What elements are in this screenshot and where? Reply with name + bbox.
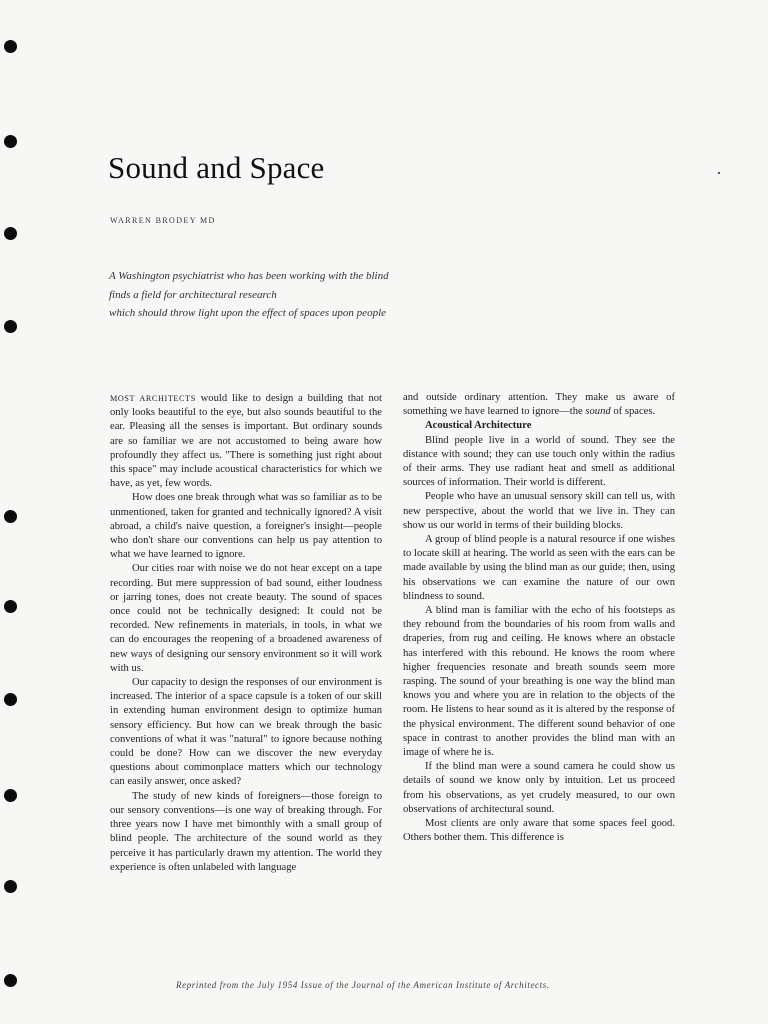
paragraph: How does one break through what was so familiar as to be unmentioned, taken for granted and technically ignored? A visit abroad, a child's naive question, a foreigner's insight—people who don't share our conventions can help us pay attention to what we have learned to ignore. bbox=[110, 492, 382, 561]
binder-hole bbox=[4, 693, 17, 706]
scan-speck bbox=[718, 172, 720, 174]
binder-hole bbox=[4, 510, 17, 523]
article-author: WARREN BRODEY MD bbox=[110, 216, 216, 225]
paragraph: A blind man is familiar with the echo of his footsteps as they rebound from the boundaries of his room from walls and draperies, from rug and ceiling. He knows where an obstacle has interfered with this rebound. He knows the room where higher frequencies resonate and breath sounds seem more rasping. The sound of your breathing is one way the blind man knows you and where you are in relation to the objects of the room. He listens to hear sound as it is altered by the response of the physical environment. The different sound behavior of one space in contrast to another provides the blind man with an image of where he is. bbox=[403, 605, 675, 759]
paragraph-text: of spaces. bbox=[610, 406, 656, 418]
binder-hole bbox=[4, 320, 17, 333]
paragraph: A group of blind people is a natural resource if one wishes to locate skill at hearing. The world as seen with the ears can be made available by using the blind man as our guide; then, using his observations we can examine the nature of our own blindness to sound. bbox=[403, 534, 675, 602]
paragraph: If the blind man were a sound camera he could show us details of sound we know only by intuition. Let us proceed from his observations, as yet crudely measured, to our own observations of architectural sound. bbox=[403, 761, 675, 815]
subtitle-line: finds a field for architectural research bbox=[109, 288, 277, 301]
paragraph bbox=[403, 391, 675, 419]
binder-hole bbox=[4, 880, 17, 893]
article-subtitle bbox=[109, 267, 489, 323]
left-column bbox=[110, 392, 382, 875]
paragraph: The study of new kinds of foreigners—those foreign to our sensory conventions—is one way of breaking through. For three years now I have met bimonthly with a small group of blind people. The architecture of the sound world as they perceive it has particularly drawn my attention. The world they experience is often unlabeled with language bbox=[110, 790, 382, 873]
paragraph: Our cities roar with noise we do not hear except on a tape recording. But mere suppression of bad sound, either loudness or jarring tones, does not create beauty. The sound of spaces once could not be technically designed: It could not be recorded. New refinements in materials, in tools, in what we can do encourages the reopening of a broadened awareness of new ways of designing our sensory environment so it will work with us. bbox=[110, 563, 382, 674]
lead-in-smallcaps: MOST ARCHITECTS bbox=[110, 394, 196, 403]
binder-hole bbox=[4, 600, 17, 613]
binder-hole bbox=[4, 789, 17, 802]
paragraph: People who have an unusual sensory skill can tell us, with new perspective, about the world that we live in. They can show us our world in terms of their building blocks. bbox=[403, 491, 675, 531]
section-heading: Acoustical Architecture bbox=[425, 420, 532, 432]
right-column bbox=[403, 391, 675, 846]
emphasis-text: sound bbox=[585, 406, 611, 418]
subtitle-line: A Washington psychiatrist who has been working with the blind bbox=[109, 270, 389, 282]
binder-hole bbox=[4, 135, 17, 148]
binder-hole bbox=[4, 40, 17, 53]
reprint-footer: Reprinted from the July 1954 Issue of the Journal of the American Institute of Architects. bbox=[176, 980, 550, 990]
binder-hole bbox=[4, 227, 17, 240]
paragraph-text: would like to design a building that not only looks beautiful to the eye, but also sounds beautiful to the ear. Pleasing all the senses is important. But ordinary sounds are so familiar we are not accustomed to being aware how profoundly they affect us. "There is something just right about this space" may include acoustical characteristics for which we have, as yet, few words. bbox=[110, 393, 382, 490]
subtitle-line: which should throw light upon the effect of spaces upon people bbox=[109, 307, 387, 319]
paragraph: Most clients are only aware that some spaces feel good. Others bother them. This difference is bbox=[403, 818, 675, 844]
binder-hole bbox=[4, 974, 17, 987]
paragraph: Our capacity to design the responses of our environment is increased. The interior of a space capsule is a token of our skill in extending human environment design to optimize human sensory efficiency. But how can we break through the basic conventions of what it was "natural" to ignore because nothing could be done? How can we discover the new everyday questions about commonplace matters which our technology can easily answer, once asked? bbox=[110, 677, 382, 788]
paragraph: Blind people live in a world of sound. They see the distance with sound; they can use touch only within the radius of their arms. They use radiant heat and smell as additional sources of information. Their world is different. bbox=[403, 434, 675, 489]
article-title: Sound and Space bbox=[108, 150, 325, 185]
paragraph-text: and outside ordinary attention. They make us aware of something we have learned to ignore—the bbox=[403, 392, 675, 418]
paragraph bbox=[110, 392, 382, 491]
